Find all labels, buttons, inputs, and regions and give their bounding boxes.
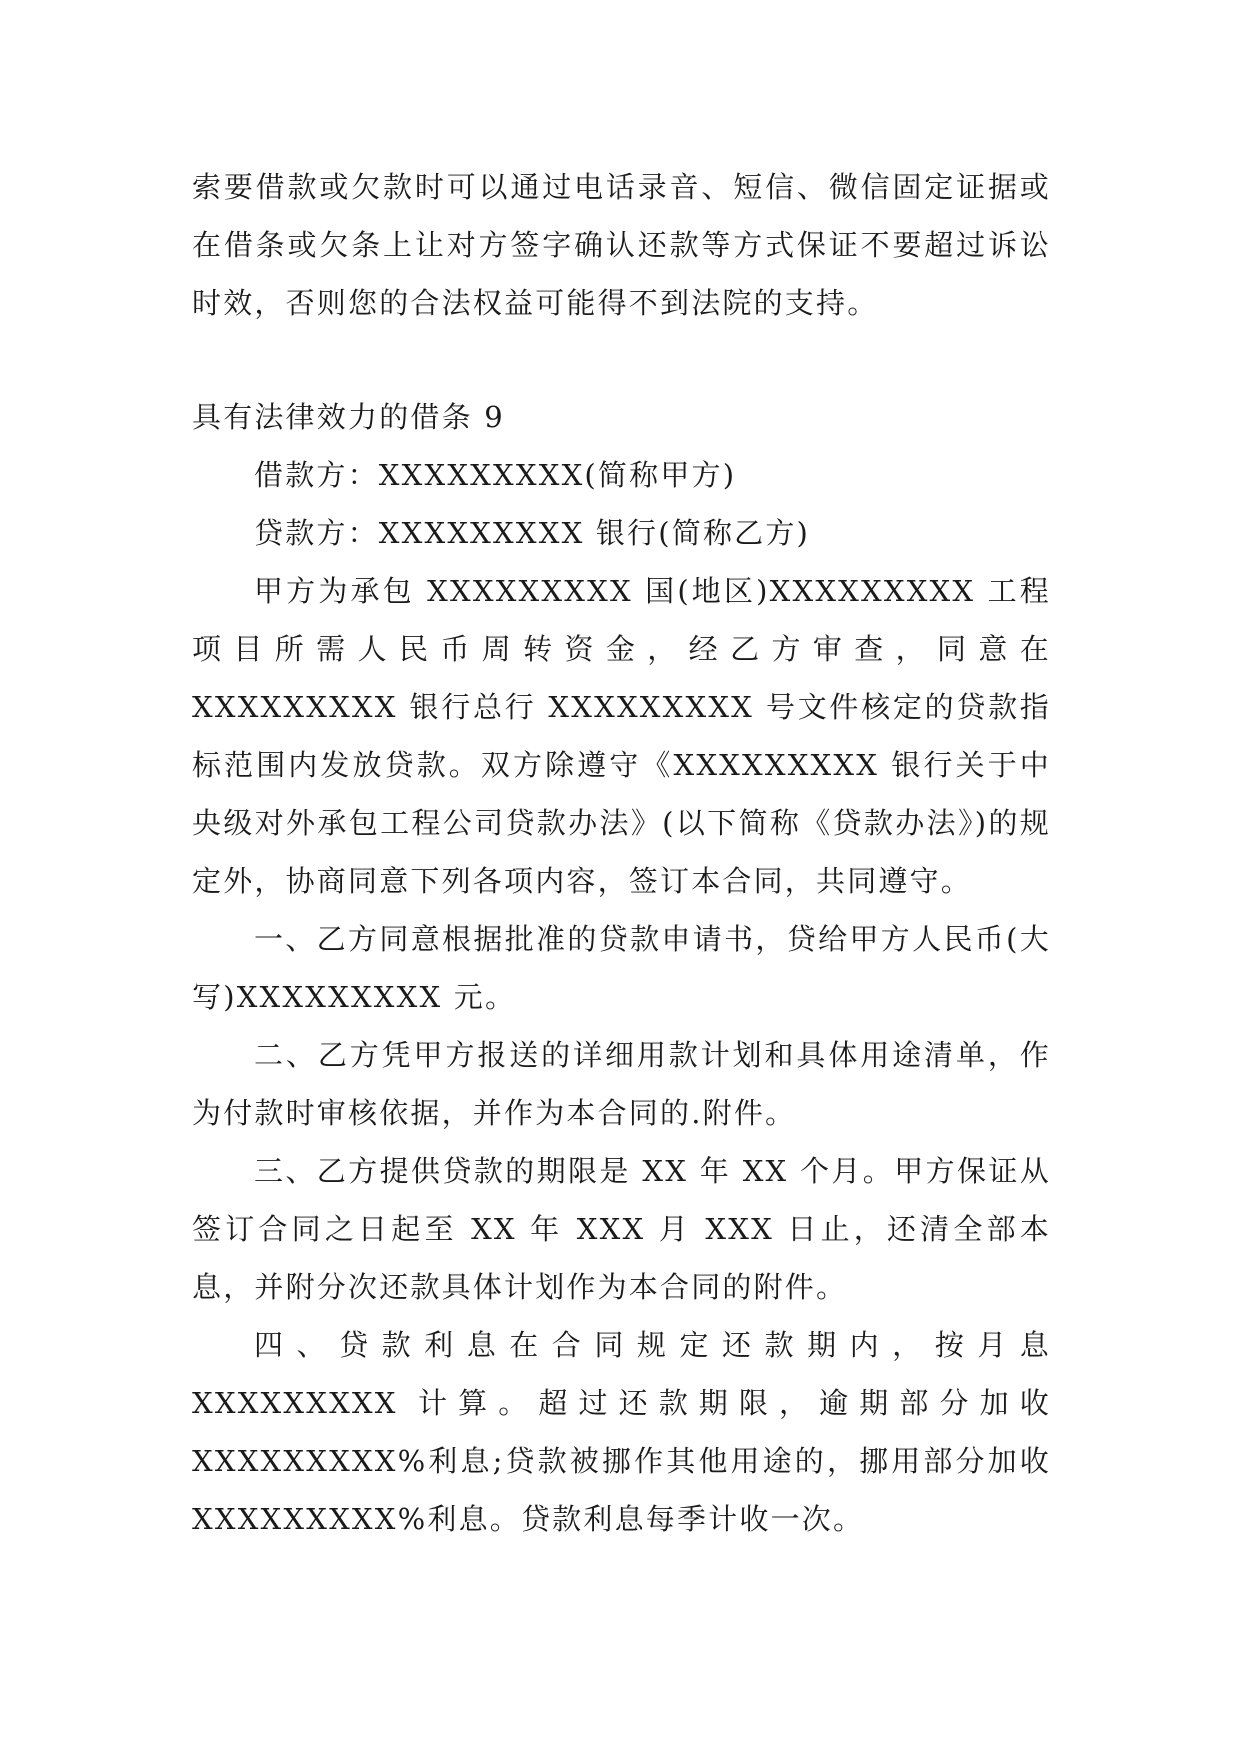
lender-line: 贷款方：XXXXXXXXX 银行(简称乙方) <box>254 516 811 550</box>
section-title: 具有法律效力的借条 9 <box>192 400 505 434</box>
preamble-paragraph: 甲方为承包 XXXXXXXXX 国(地区)XXXXXXXXX 工程项目所需人民币周转资金，经乙方审查，同意在 XXXXXXXXX 银行总行 XXXXXXXXX 号文件核定的贷款指标范围内发放贷款。双方除遵守《XXXXXXXXX 银行关于中央级对外承包工程公司贷款办法》(以下简称《贷款办法》)的规定外，协商同意下列各项内容，签订本合同，共同遵守。 <box>192 574 1051 898</box>
clause-4: 四、贷款利息在合同规定还款期内，按月息 XXXXXXXXX 计算。超过还款期限，逾期部分加收 XXXXXXXXX%利息;贷款被挪作其他用途的，挪用部分加收 XXXXXXXXX%利息。贷款利息每季计收一次。 <box>192 1328 1051 1536</box>
borrower-line: 借款方：XXXXXXXXX(简称甲方) <box>254 458 737 492</box>
intro-paragraph: 索要借款或欠款时可以通过电话录音、短信、微信固定证据或在借条或欠条上让对方签字确认还款等方式保证不要超过诉讼时效，否则您的合法权益可能得不到法院的支持。 <box>192 170 1051 320</box>
clause-2: 二、乙方凭甲方报送的详细用款计划和具体用途清单，作为付款时审核依据，并作为本合同的.附件。 <box>192 1038 1051 1130</box>
clause-3: 三、乙方提供贷款的期限是 XX 年 XX 个月。甲方保证从签订合同之日起至 XX 年 XXX 月 XXX 日止，还清全部本息，并附分次还款具体计划作为本合同的附件。 <box>192 1154 1051 1304</box>
clause-1: 一、乙方同意根据批准的贷款申请书，贷给甲方人民币(大写)XXXXXXXXX 元。 <box>192 922 1051 1014</box>
